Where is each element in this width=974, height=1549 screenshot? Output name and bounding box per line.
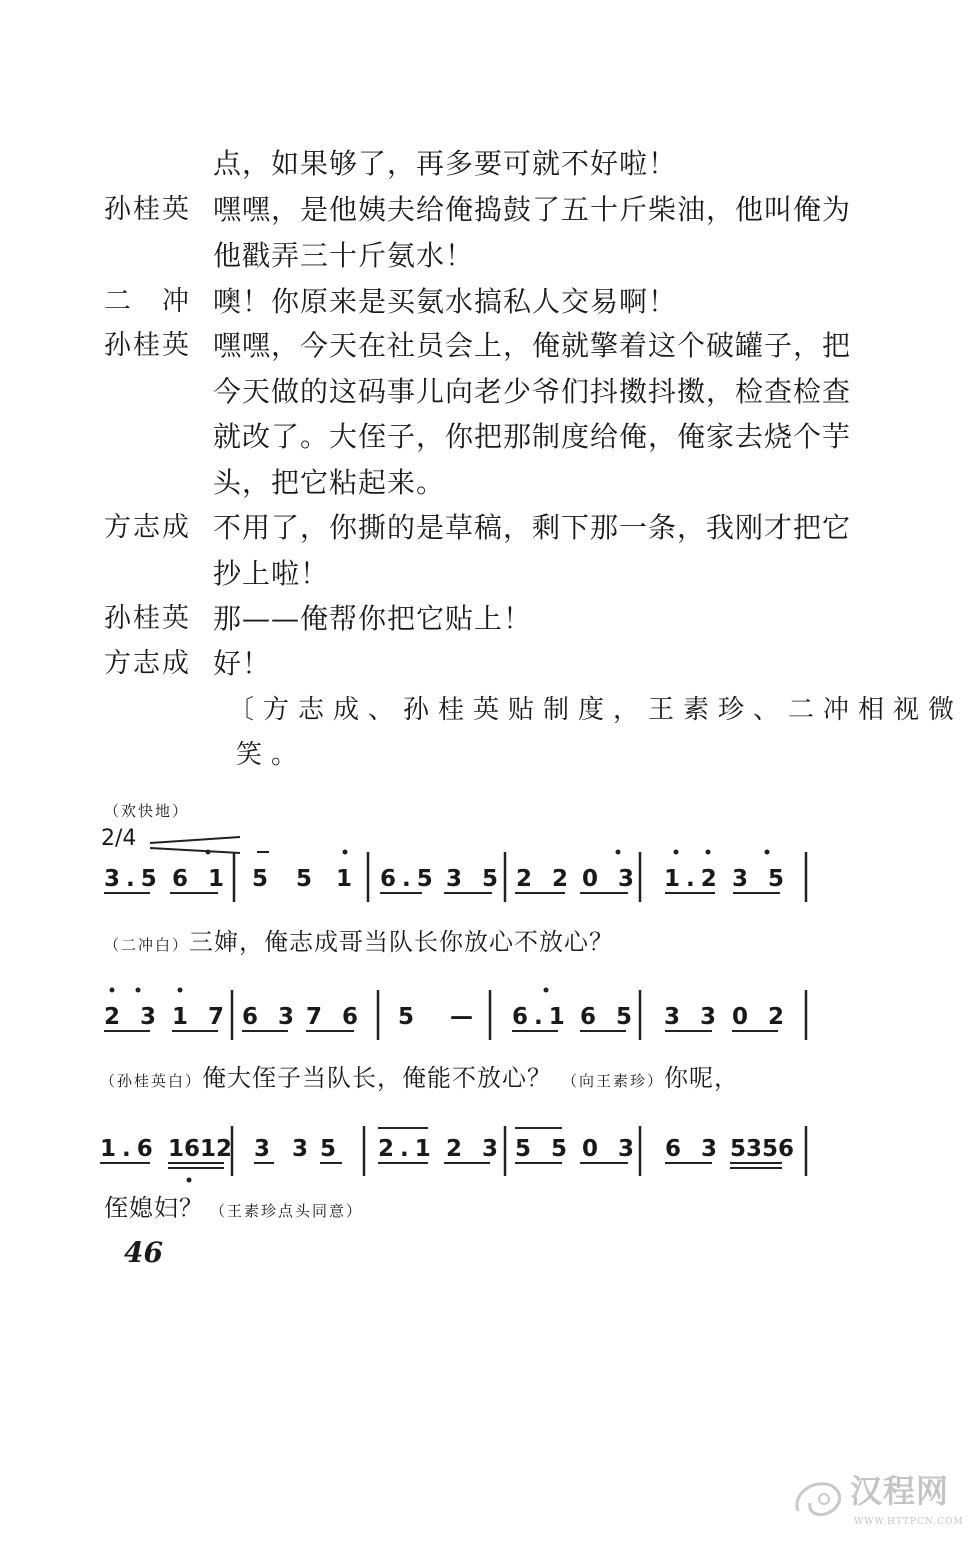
crescendo-hairpin	[150, 837, 240, 843]
watermark-logo-icon	[790, 1473, 850, 1523]
score-note: 3 5	[446, 866, 505, 892]
dialogue-line: 今天做的这码事儿向老少爷们抖擞抖擞，检查检查	[213, 375, 852, 408]
dialogue-line: 嘿嘿，是他姨夫给俺捣鼓了五十斤柴油，他叫俺为	[213, 193, 852, 226]
score-note: 3 3	[664, 1004, 723, 1030]
score-note: 1.2	[664, 866, 723, 892]
lyric-text: 三婶，俺志成哥当队长你放心不放心？	[189, 928, 615, 956]
score-note: 5	[398, 1004, 421, 1030]
score-note: 3	[254, 1136, 277, 1162]
lyric-stage-note: （王素珍点头同意）	[210, 1202, 364, 1220]
page-number: 46	[124, 1236, 163, 1269]
score-note: 2 3	[104, 1004, 163, 1030]
watermark-url: WWW.HTTPCN.COM	[854, 1516, 964, 1527]
crescendo-hairpin	[150, 848, 240, 853]
score-note: 0 2	[732, 1004, 791, 1030]
lyric-line	[104, 1188, 363, 1223]
score-note: 5	[320, 1136, 343, 1162]
score-note: 2 3	[446, 1136, 505, 1162]
watermark	[790, 1466, 964, 1527]
score-note: 6 3	[665, 1136, 724, 1162]
score-note: 6.1	[512, 1004, 571, 1030]
lyric-speaker-cue: （孙桂英白）	[100, 1072, 203, 1090]
dialogue-line: 好！	[213, 647, 272, 680]
dialogue-line: 他戳弄三十斤氨水！	[213, 239, 475, 272]
stage-direction: 〔方志成、孙桂英贴制度，王素珍、二冲相视微	[228, 695, 964, 725]
lyric-text: 你呢，	[664, 1064, 740, 1092]
dialogue-line: 头，把它粘起来。	[213, 466, 446, 499]
score-note: 5	[252, 866, 275, 892]
dialogue-line: 就改了。大侄子，你把那制度给俺，俺家去烧个芋	[213, 420, 852, 453]
score-note: 2.1	[378, 1136, 437, 1162]
dialogue-line: 不用了，你撕的是草稿，剩下那一条，我刚才把它	[213, 511, 852, 544]
score-note: 0 3	[582, 866, 641, 892]
lyric-speaker-cue: （二冲白）	[104, 936, 190, 954]
score-note: 5356	[730, 1136, 795, 1162]
score-row	[0, 866, 974, 896]
score-note: 0 3	[582, 1136, 641, 1162]
score-note: 3.5	[104, 866, 163, 892]
tempo-marking: （欢快地）	[104, 802, 190, 820]
speaker-name: 方志成	[104, 512, 191, 543]
score-row	[0, 1136, 974, 1166]
speaker-name: 二 冲	[104, 286, 191, 317]
speaker-name: 孙桂英	[104, 194, 191, 225]
score-note: 2 2	[516, 866, 575, 892]
score-note: 1 7	[172, 1004, 231, 1030]
time-signature: 2/4	[101, 826, 137, 851]
lyric-line	[104, 922, 614, 957]
dialogue-line: 嘿嘿，今天在社员会上，俺就擎着这个破罐子，把	[213, 329, 852, 362]
score-note: 7 6	[306, 1004, 365, 1030]
score-note: 1.6	[100, 1136, 159, 1162]
speaker-name: 孙桂英	[104, 603, 191, 634]
score-row	[0, 1004, 974, 1034]
score-note: 6 3	[242, 1004, 301, 1030]
score-note: 5	[296, 866, 319, 892]
lyric-text: 侄媳妇？	[104, 1194, 204, 1222]
lyric-aside: （向王素珍）	[562, 1072, 665, 1090]
dialogue-line: 噢！你原来是买氨水搞私人交易啊！	[213, 285, 678, 318]
speaker-name: 孙桂英	[104, 330, 191, 361]
score-note: 5 5	[515, 1136, 574, 1162]
score-note: 3	[292, 1136, 315, 1162]
score-note: 1	[336, 866, 359, 892]
score-note: 1612	[168, 1136, 233, 1162]
stage-direction: 笑。	[236, 740, 307, 770]
score-note: 6 1	[172, 866, 231, 892]
speaker-name: 方志成	[104, 648, 191, 679]
dialogue-line: 那——俺帮你把它贴上！	[213, 602, 533, 635]
dialogue-line: 抄上啦！	[213, 557, 330, 590]
lyric-text: 俺大侄子当队长，俺能不放心？	[202, 1064, 553, 1092]
watermark-text: 汉程网	[850, 1472, 950, 1510]
score-note: —	[450, 1004, 479, 1030]
score-note: 6.5	[380, 866, 439, 892]
score-note: 6 5	[580, 1004, 639, 1030]
dialogue-line: 点，如果够了，再多要可就不好啦！	[213, 147, 678, 180]
lyric-line	[100, 1058, 739, 1093]
score-note: 3 5	[732, 866, 791, 892]
